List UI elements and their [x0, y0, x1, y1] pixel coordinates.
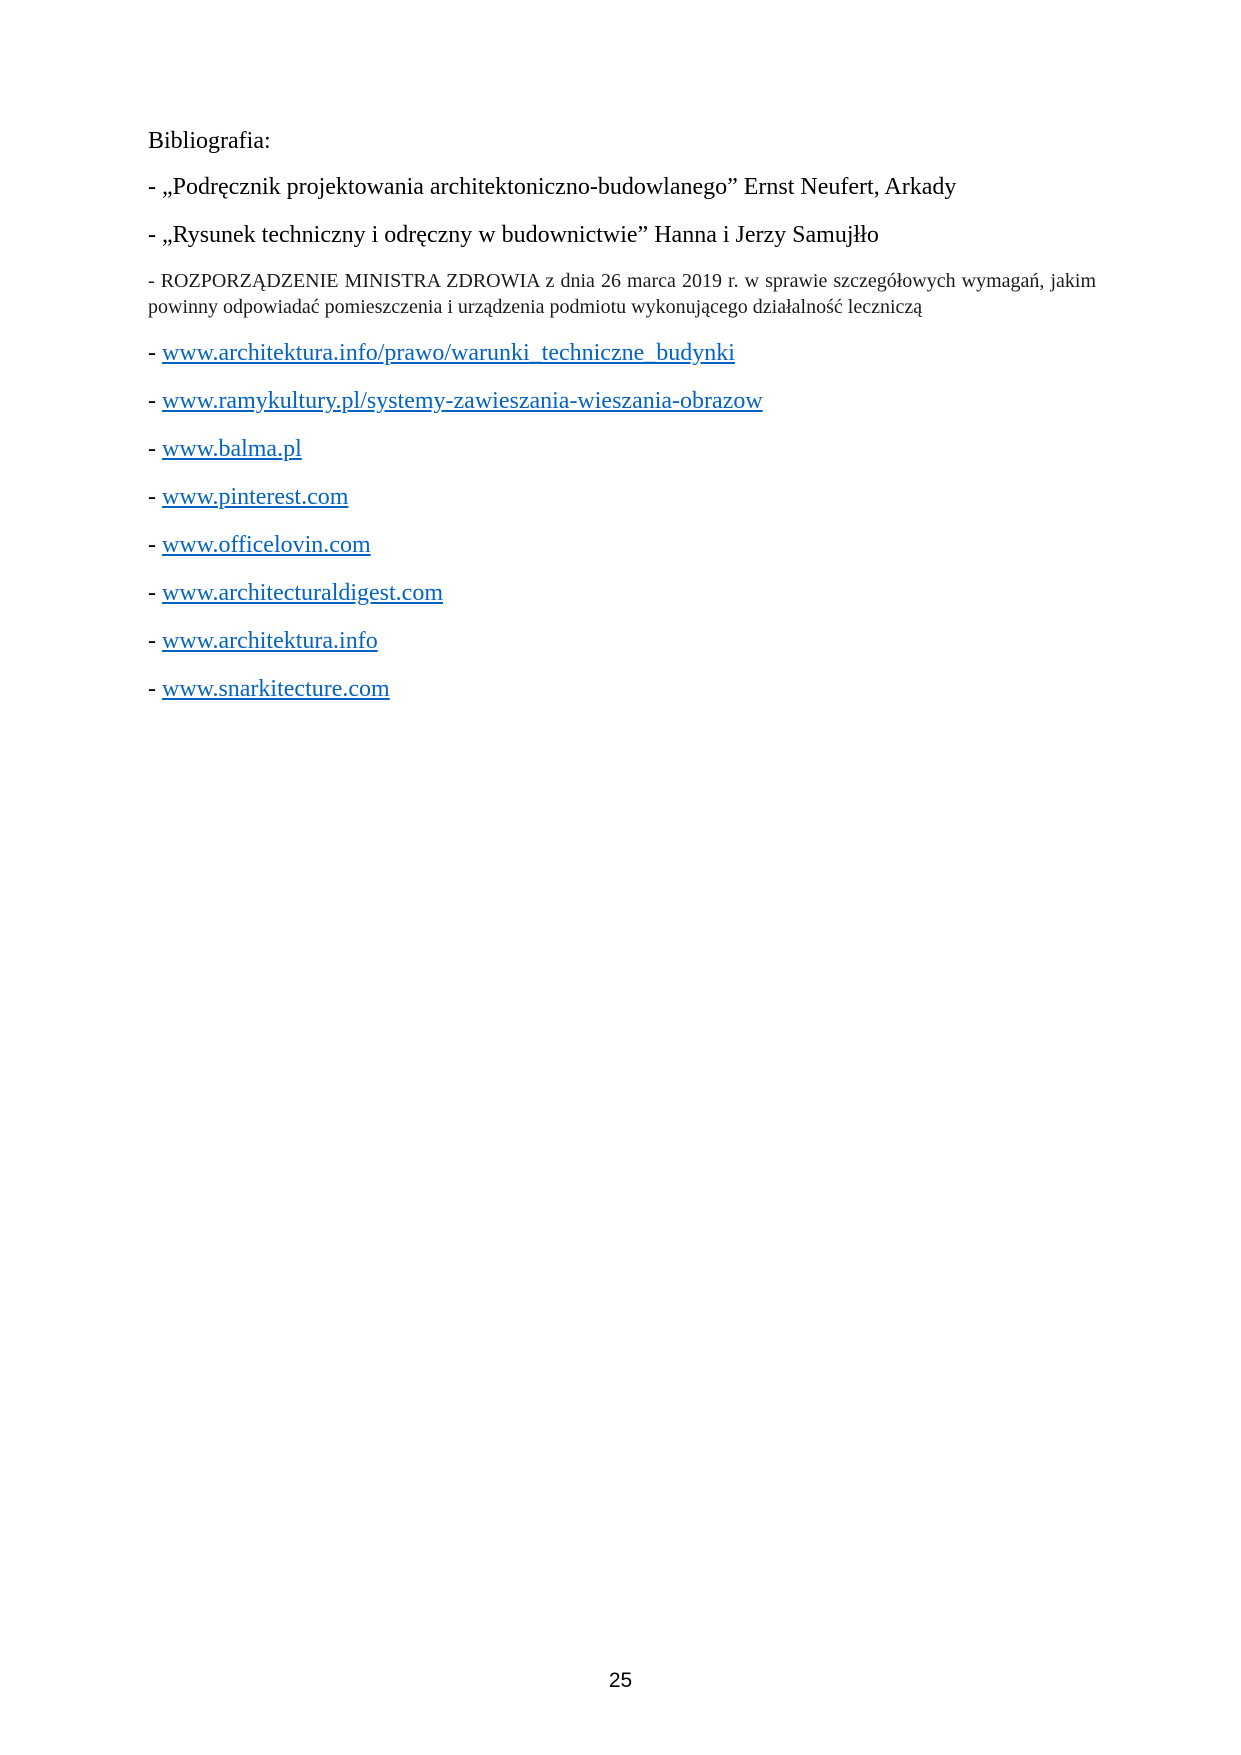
bibliography-section	[148, 126, 1096, 722]
link-prefix: -	[148, 484, 162, 510]
list-item	[148, 434, 1096, 464]
link-pinterest[interactable]: www.pinterest.com	[162, 484, 349, 510]
link-balma[interactable]: www.balma.pl	[162, 436, 302, 462]
list-item	[148, 626, 1096, 656]
link-architektura-warunki[interactable]: www.architektura.info/prawo/warunki_techniczne_budynki	[162, 340, 735, 366]
link-prefix: -	[148, 580, 162, 606]
bibliography-links	[148, 338, 1096, 704]
list-item	[148, 482, 1096, 512]
list-item	[148, 674, 1096, 704]
link-architektura-info[interactable]: www.architektura.info	[162, 628, 378, 654]
list-item	[148, 386, 1096, 416]
link-prefix: -	[148, 676, 162, 702]
bibliography-entry-neufert: - „Podręcznik projektowania architektoniczno-budowlanego” Ernst Neufert, Arkady	[148, 174, 957, 200]
link-architecturaldigest[interactable]: www.architecturaldigest.com	[162, 580, 444, 606]
bibliography-heading: Bibliografia:	[148, 128, 271, 154]
link-snarkitecture[interactable]: www.snarkitecture.com	[162, 676, 390, 702]
list-item	[148, 338, 1096, 368]
bibliography-entry-samujllo: - „Rysunek techniczny i odręczny w budownictwie” Hanna i Jerzy Samujłło	[148, 222, 879, 248]
link-ramykultury[interactable]: www.ramykultury.pl/systemy-zawieszania-wieszania-obrazow	[162, 388, 763, 414]
list-item	[148, 578, 1096, 608]
link-prefix: -	[148, 388, 162, 414]
link-prefix: -	[148, 532, 162, 558]
list-item	[148, 530, 1096, 560]
bibliography-entry-regulation: - ROZPORZĄDZENIE MINISTRA ZDROWIA z dnia 26 marca 2019 r. w sprawie szczegółowych wymagań, jakim powinny odpowiadać pomieszczenia i urządzenia podmiotu wykonującego działalność leczniczą	[148, 270, 1096, 318]
link-prefix: -	[148, 628, 162, 654]
link-officelovin[interactable]: www.officelovin.com	[162, 532, 371, 558]
link-prefix: -	[148, 340, 162, 366]
link-prefix: -	[148, 436, 162, 462]
page-number: 25	[608, 1669, 633, 1692]
